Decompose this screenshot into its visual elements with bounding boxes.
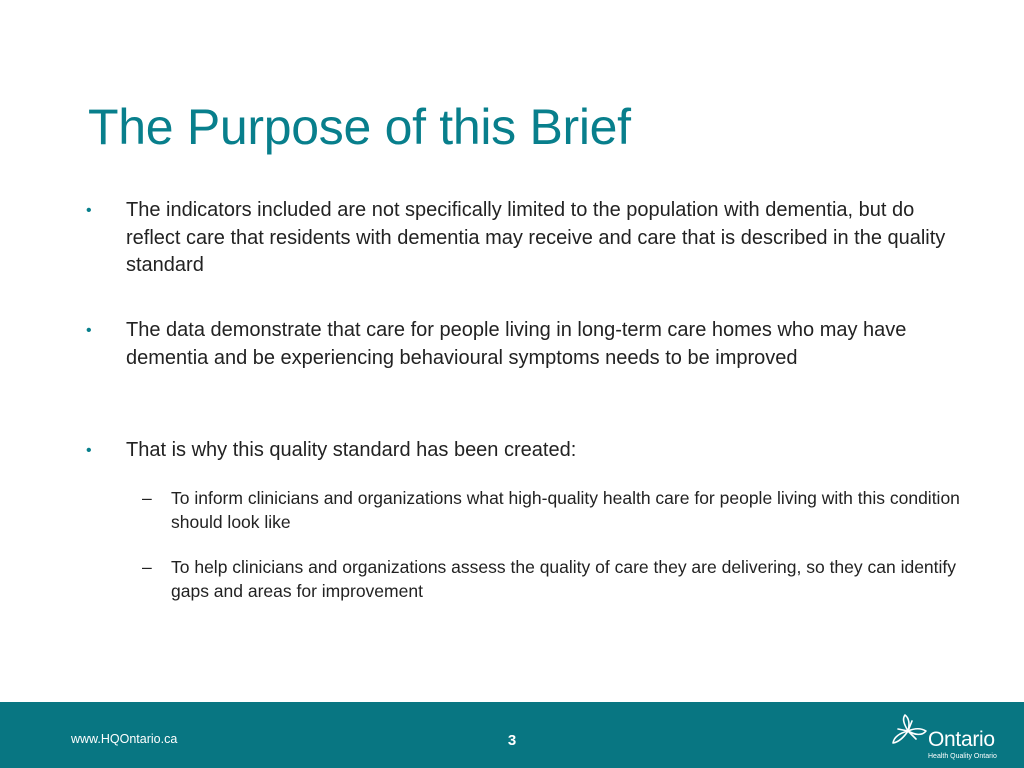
ontario-logo — [890, 712, 1010, 764]
footer-bar — [0, 702, 1024, 768]
bullet-marker: • — [86, 442, 92, 459]
bullet-marker: • — [86, 322, 92, 339]
bullet-text: The data demonstrate that care for people living in long-term care homes who may have dementia and be experiencing behavioural symptoms needs to be improved — [126, 319, 907, 369]
logo-wordmark: Ontario — [928, 728, 995, 751]
footer-url-link[interactable]: www.HQOntario.ca — [71, 732, 178, 746]
bullet-marker: • — [86, 202, 92, 219]
sub-bullet-text: To inform clinicians and organizations what high-quality health care for people living with this condition should look like — [171, 488, 960, 532]
sub-bullet-marker: – — [142, 557, 152, 577]
bullet-item — [86, 317, 966, 372]
page-number: 3 — [507, 732, 517, 749]
sub-bullet-item — [142, 555, 972, 603]
bullet-item — [86, 437, 966, 465]
bullet-item — [86, 197, 966, 280]
slide-title: The Purpose of this Brief — [88, 99, 631, 155]
logo-subtitle: Health Quality Ontario — [928, 753, 997, 760]
trillium-icon — [890, 712, 930, 750]
bullet-text: The indicators included are not specifically limited to the population with dementia, but do reflect care that residents with dementia may receive and care that is described in the quality standard — [126, 199, 946, 276]
sub-bullet-text: To help clinicians and organizations assess the quality of care they are delivering, so they can identify gaps and areas for improvement — [171, 557, 957, 601]
sub-bullet-item — [142, 486, 972, 534]
sub-bullet-marker: – — [142, 488, 152, 508]
bullet-text: That is why this quality standard has been created: — [126, 439, 577, 461]
